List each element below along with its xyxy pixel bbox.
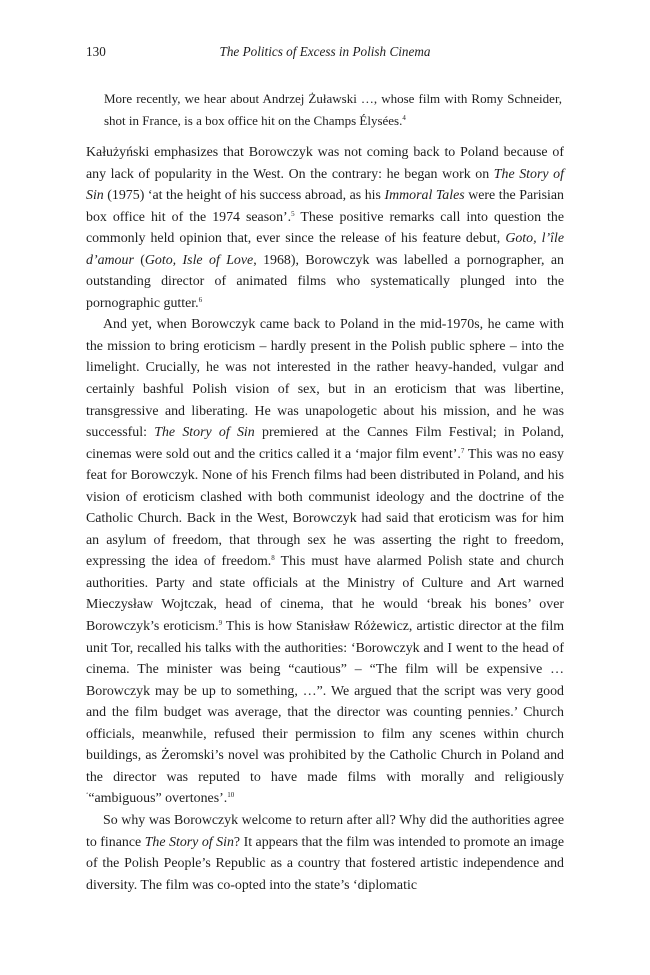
footnote-ref: 5 bbox=[291, 209, 295, 218]
text-run: This must have alarmed Polish state and church authorities. Party and state officials at the Ministry of Culture and Art warned Mieczysław Wojtczak, head of cinema, that he would ‘break his bones’ over Borowczyk’s eroticism. bbox=[86, 554, 564, 635]
text-run: ? It appears that the film was intended to promote an image of the Polish People’s Republic as a country that fostered artistic independence and diversity. The film was co-opted into the state’s ‘diplomatic bbox=[86, 834, 565, 893]
text-run: premiered at the Cannes Film Festival; in Poland, cinemas were sold out and the critics called it a ‘major film event’. bbox=[86, 425, 564, 462]
text-run: This was no easy feat for Borowczyk. None of his French films had been distributed in Poland, and his vision of eroticism clashed with both communist ideology and the doctrine of the Catholic Church. Back in the West, Borowczyk had said that eroticism was for him an asylum of freedom, that through sex he was asserting the right to freedom, expressing the idea of freedom. bbox=[86, 446, 564, 570]
footnote-ref: 7 bbox=[460, 446, 465, 455]
text-run: These positive remarks call into question the commonly held opinion that, ever since the release of his feature debut, bbox=[86, 209, 564, 247]
film-title: The Story of Sin bbox=[154, 425, 255, 441]
running-title: The Politics of Excess in Polish Cinema bbox=[219, 44, 431, 59]
film-title: Goto, Isle of Love bbox=[144, 252, 254, 268]
quote-text: More recently, we hear about Andrzej Żuławski …, whose film with Romy Schneider, shot in France, is a box office hit on the Champs Élysées. bbox=[104, 91, 562, 128]
paragraph-2 bbox=[86, 314, 564, 810]
footnote-ref: 10 bbox=[227, 791, 235, 800]
film-title: The Story of Sin bbox=[144, 834, 234, 850]
text-run: “ambiguous” overtones’. bbox=[88, 791, 228, 807]
text-run: So why was Borowczyk welcome to return after all? Why did the authorities agree to finance bbox=[86, 812, 564, 850]
paragraph-3 bbox=[86, 810, 564, 896]
running-header bbox=[86, 44, 564, 64]
stray-mark: ‘ bbox=[86, 791, 89, 800]
text-run: Kałużyński emphasizes that Borowczyk was not coming back to Poland because of any lack of popularity in the West. On the contrary: he began work on bbox=[86, 145, 564, 182]
paragraph-1 bbox=[86, 142, 564, 314]
footnote-ref: 4 bbox=[402, 113, 406, 122]
page-number: 130 bbox=[86, 44, 106, 59]
text-run: ( bbox=[133, 252, 145, 268]
text-run: (1975) ‘at the height of his success abroad, as his bbox=[103, 188, 385, 204]
text-run: This is how Stanisław Różewicz, artistic director at the film unit Tor, recalled his talks with the authorities: ‘Borowczyk and I went to the head of cinema. The minister was being “cautious” – “The film will be expensive … Borowczyk may be up to something, …”. We argued that the script was very good and the film budget was average, that the director was counting pennies.’ Church officials, meanwhile, refused their permission to film any scenes within church buildings, as Żeromski’s novel was prohibited by the Catholic Church in Poland and the director was reputed to have made films with morally and religiously bbox=[86, 619, 564, 785]
text-run: And yet, when Borowczyk came back to Poland in the mid-1970s, he came with the mission to bring eroticism – hardly present in the Polish public sphere – into the limelight. Crucially, he was not interested in the rather heavy-handed, vulgar and certainly bashful Polish vision of sex, but in an eroticism that was libertine, transgressive and liberating. He was unapologetic about his mission, and he was successful: bbox=[86, 317, 564, 441]
film-title: The Story of Sin bbox=[86, 166, 564, 204]
text-run: , 1968), Borowczyk was labelled a pornographer, an outstanding director of animated films who systematically plunged into the pornographic gutter. bbox=[86, 252, 564, 311]
footnote-ref: 9 bbox=[218, 619, 223, 628]
film-title: Goto, l’île d’amour bbox=[86, 231, 564, 268]
footnote-ref: 6 bbox=[198, 295, 203, 304]
block-quote bbox=[104, 88, 562, 131]
body-text bbox=[86, 142, 564, 896]
film-title: Immoral Tales bbox=[384, 188, 465, 204]
text-run: were the Parisian box office hit of the 1974 season’. bbox=[86, 188, 564, 225]
footnote-ref: 8 bbox=[271, 554, 275, 563]
